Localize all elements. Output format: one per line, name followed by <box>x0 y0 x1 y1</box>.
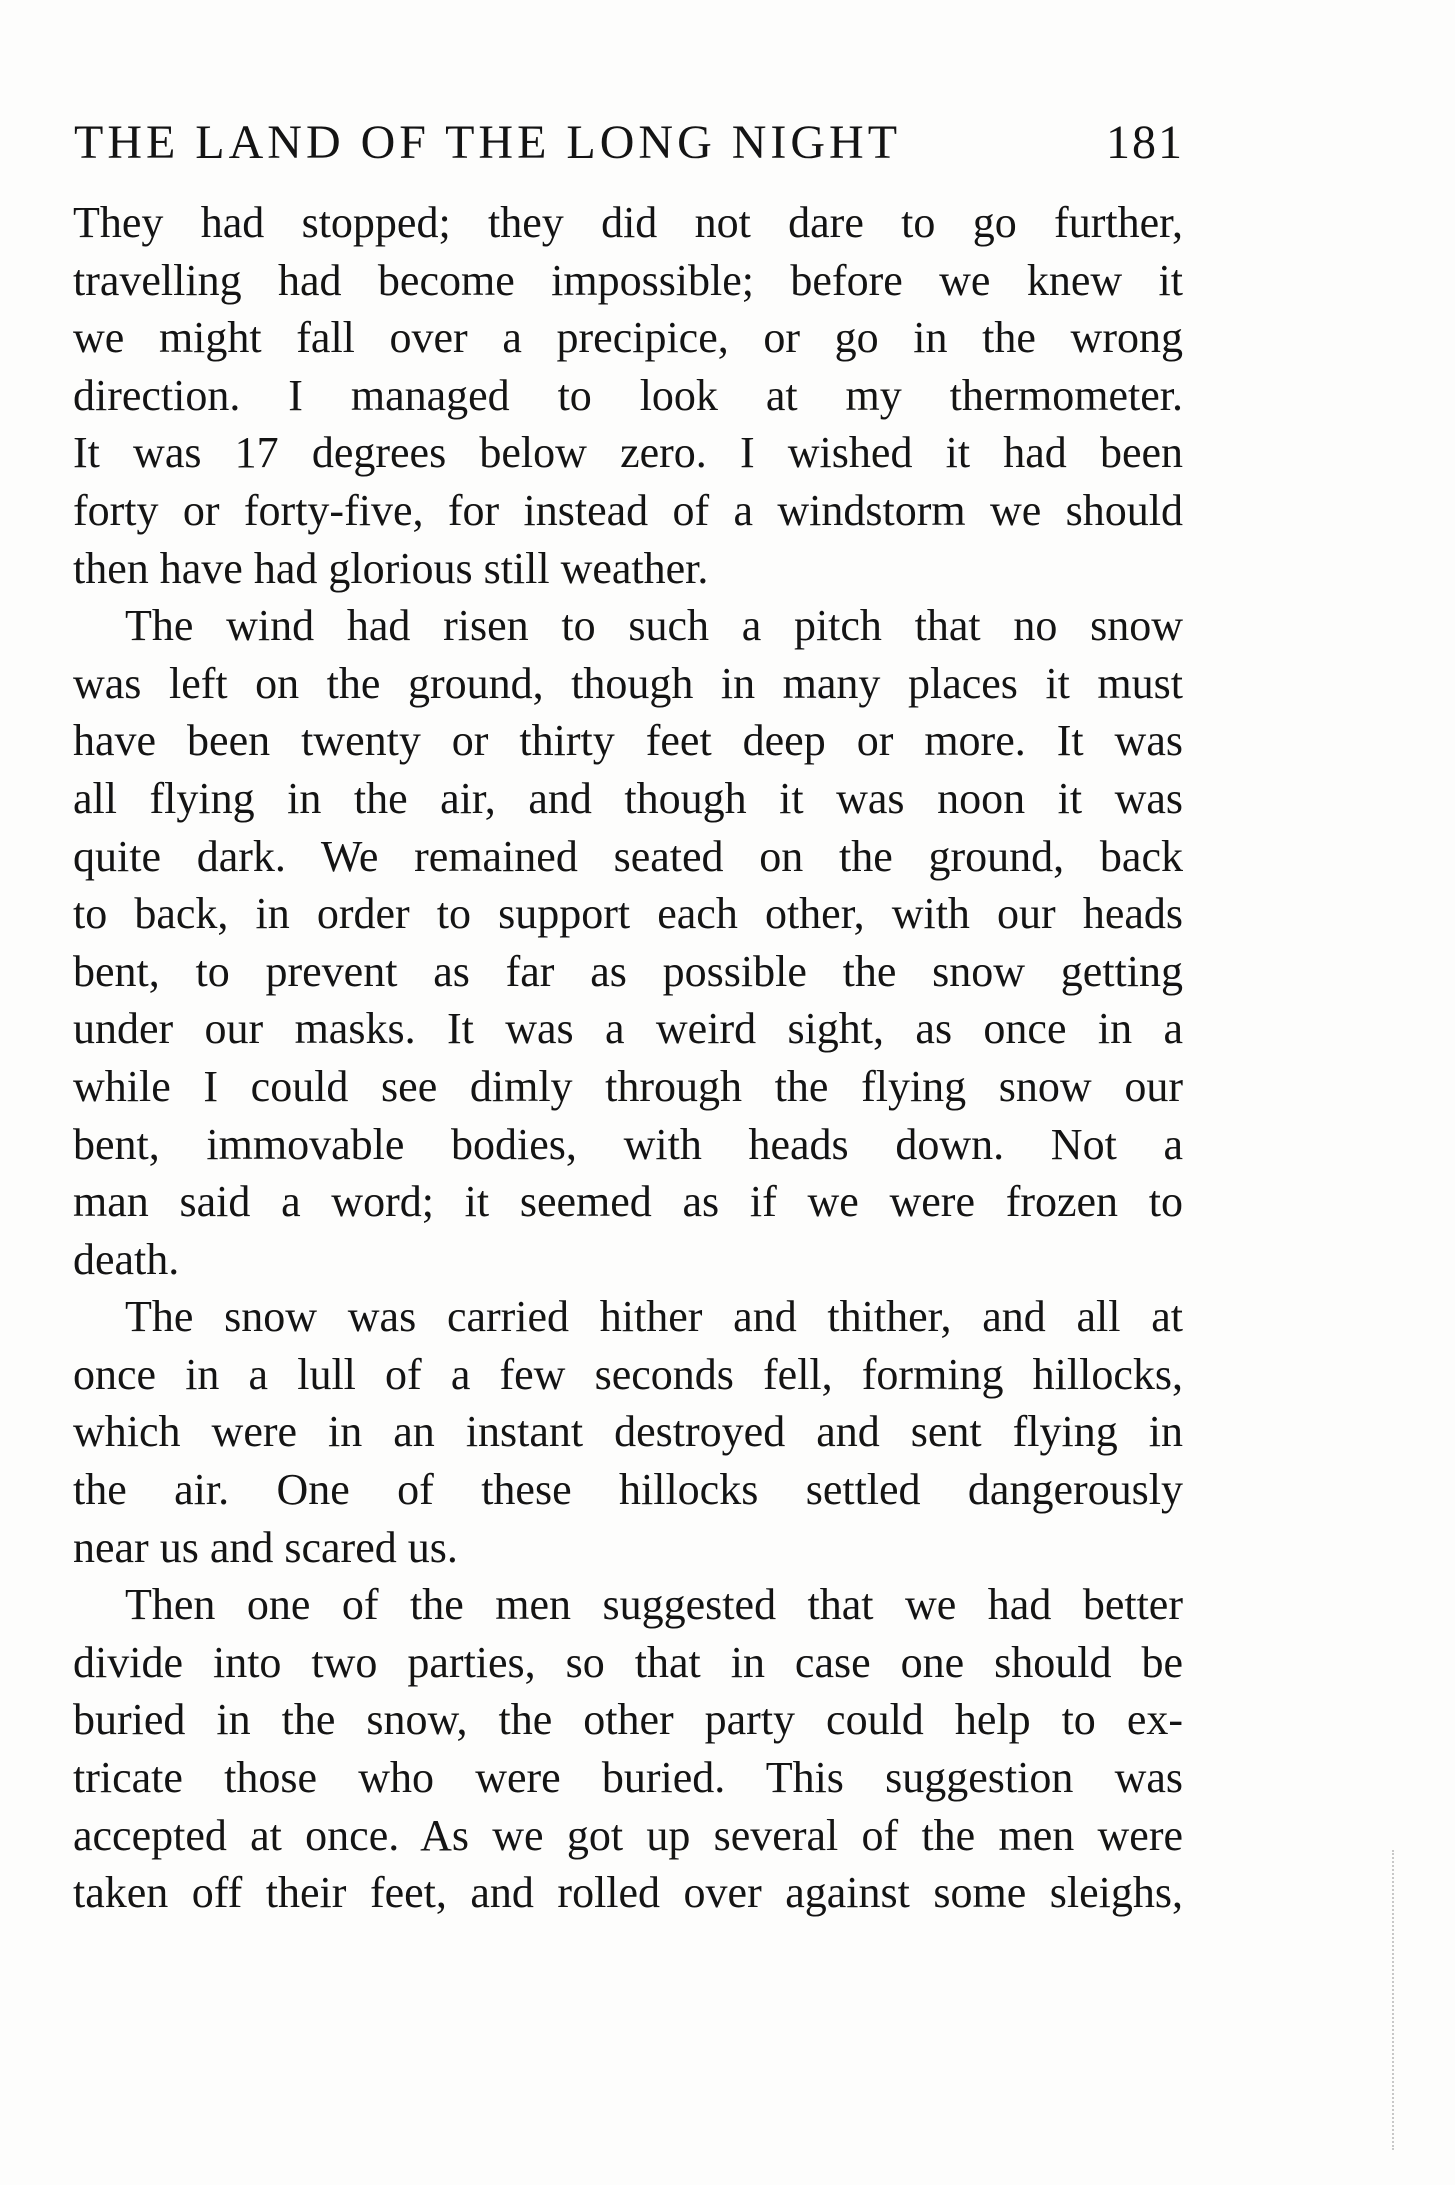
page-number: 181 <box>1106 116 1184 169</box>
text-line: travelling had become impossible; before we knew it <box>73 255 1183 305</box>
text-line: which were in an instant destroyed and sent flying in <box>73 1407 1183 1457</box>
text-line: all flying in the air, and though it was noon it was <box>73 773 1183 823</box>
running-head-title: THE LAND OF THE LONG NIGHT <box>74 116 902 169</box>
text-line: The wind had risen to such a pitch that no snow <box>125 601 1183 651</box>
text-line: forty or forty-five, for instead of a windstorm we should <box>73 485 1183 535</box>
text-line: near us and scared us. <box>73 1522 458 1572</box>
text-line: They had stopped; they did not dare to go further, <box>73 198 1183 247</box>
text-line: bent, immovable bodies, with heads down. Not a <box>73 1119 1183 1169</box>
text-line: once in a lull of a few seconds fell, forming hillocks, <box>73 1349 1183 1399</box>
running-head <box>74 108 1184 178</box>
text-line: Then one of the men suggested that we had better <box>125 1580 1183 1630</box>
text-line: the air. One of these hillocks settled dangerously <box>73 1465 1183 1515</box>
text-line: divide into two parties, so that in case one should be <box>73 1637 1183 1687</box>
text-line: under our masks. It was a weird sight, as once in a <box>73 1004 1183 1054</box>
text-line: then have had glorious still weather. <box>73 543 709 593</box>
text-line: was left on the ground, though in many places it must <box>73 658 1183 708</box>
text-line: accepted at once. As we got up several of the men were <box>73 1810 1183 1860</box>
paragraph <box>73 597 1183 1288</box>
text-line: quite dark. We remained seated on the ground, back <box>73 831 1183 881</box>
text-line: tricate those who were buried. This suggestion was <box>73 1753 1183 1803</box>
paragraph <box>73 1288 1183 1576</box>
body-text <box>73 194 1183 1922</box>
text-line: we might fall over a precipice, or go in the wrong <box>73 313 1183 363</box>
text-line: The snow was carried hither and thither, and all at <box>125 1292 1183 1342</box>
text-line: to back, in order to support each other, with our heads <box>73 889 1183 939</box>
text-line: buried in the snow, the other party could help to ex- <box>73 1695 1183 1745</box>
text-line: direction. I managed to look at my thermometer. <box>73 370 1183 420</box>
text-line: man said a word; it seemed as if we were frozen to <box>73 1177 1183 1227</box>
scan-margin-specks <box>1392 1850 1396 2150</box>
text-line: have been twenty or thirty feet deep or more. It was <box>73 716 1183 766</box>
text-line: taken off their feet, and rolled over against some sleighs, <box>73 1868 1183 1918</box>
text-line: while I could see dimly through the flying snow our <box>73 1061 1183 1111</box>
text-line: death. <box>73 1234 180 1284</box>
text-line: It was 17 degrees below zero. I wished it had been <box>73 428 1183 478</box>
paragraph <box>73 194 1183 597</box>
text-line: bent, to prevent as far as possible the snow getting <box>73 946 1183 996</box>
paragraph <box>73 1576 1183 1922</box>
